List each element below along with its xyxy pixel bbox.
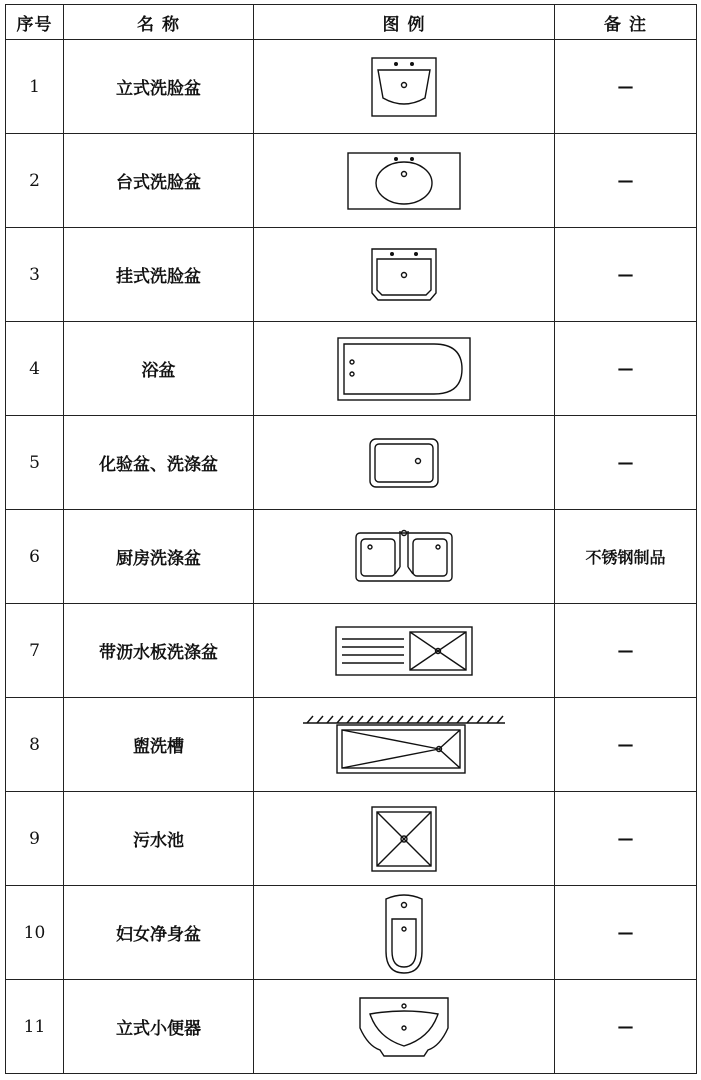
row-note: — bbox=[555, 698, 697, 792]
table-row bbox=[6, 980, 697, 1074]
row-figure bbox=[254, 510, 555, 604]
table-row bbox=[6, 40, 697, 134]
row-name: 挂式洗脸盆 bbox=[64, 228, 254, 322]
row-figure bbox=[254, 40, 555, 134]
row-name: 妇女净身盆 bbox=[64, 886, 254, 980]
bathtub-icon bbox=[334, 334, 474, 404]
table-row bbox=[6, 510, 697, 604]
row-note: — bbox=[555, 792, 697, 886]
row-note: — bbox=[555, 980, 697, 1074]
table-row bbox=[6, 792, 697, 886]
row-name: 台式洗脸盆 bbox=[64, 134, 254, 228]
row-figure bbox=[254, 698, 555, 792]
pedestal-washbasin-icon bbox=[364, 52, 444, 122]
header-figure: 图 例 bbox=[254, 5, 555, 40]
row-name: 立式小便器 bbox=[64, 980, 254, 1074]
row-index: 6 bbox=[6, 510, 64, 604]
row-index: 4 bbox=[6, 322, 64, 416]
row-figure bbox=[254, 792, 555, 886]
row-note: — bbox=[555, 40, 697, 134]
counter-washbasin-icon bbox=[344, 149, 464, 213]
legend-sheet bbox=[5, 4, 696, 1076]
row-name: 盥洗槽 bbox=[64, 698, 254, 792]
row-name: 污水池 bbox=[64, 792, 254, 886]
header-name: 名 称 bbox=[64, 5, 254, 40]
header-index: 序号 bbox=[6, 5, 64, 40]
row-index: 10 bbox=[6, 886, 64, 980]
row-figure bbox=[254, 228, 555, 322]
row-index: 8 bbox=[6, 698, 64, 792]
mop-sink-icon bbox=[368, 803, 440, 875]
row-note: — bbox=[555, 228, 697, 322]
row-name: 浴盆 bbox=[64, 322, 254, 416]
table-row bbox=[6, 604, 697, 698]
row-index: 2 bbox=[6, 134, 64, 228]
row-name: 化验盆、洗涤盆 bbox=[64, 416, 254, 510]
sanitary-fixture-legend-table bbox=[5, 4, 697, 1074]
wash-trough-icon bbox=[301, 713, 507, 777]
wall-hung-washbasin-icon bbox=[364, 245, 444, 305]
standing-urinal-icon bbox=[356, 994, 452, 1060]
row-index: 7 bbox=[6, 604, 64, 698]
row-note: 不锈钢制品 bbox=[555, 510, 697, 604]
row-index: 9 bbox=[6, 792, 64, 886]
row-note: — bbox=[555, 604, 697, 698]
row-figure bbox=[254, 980, 555, 1074]
table-row bbox=[6, 322, 697, 416]
header-row bbox=[6, 5, 697, 40]
row-figure bbox=[254, 134, 555, 228]
row-note: — bbox=[555, 416, 697, 510]
row-index: 1 bbox=[6, 40, 64, 134]
kitchen-sink-icon bbox=[352, 527, 456, 587]
bidet-icon bbox=[374, 889, 434, 977]
row-name: 立式洗脸盆 bbox=[64, 40, 254, 134]
row-figure bbox=[254, 886, 555, 980]
row-index: 3 bbox=[6, 228, 64, 322]
row-note: — bbox=[555, 322, 697, 416]
table-row bbox=[6, 228, 697, 322]
row-index: 11 bbox=[6, 980, 64, 1074]
row-name: 厨房洗涤盆 bbox=[64, 510, 254, 604]
row-note: — bbox=[555, 886, 697, 980]
row-figure bbox=[254, 416, 555, 510]
table-row bbox=[6, 698, 697, 792]
header-note: 备 注 bbox=[555, 5, 697, 40]
table-row bbox=[6, 134, 697, 228]
row-name: 带沥水板洗涤盆 bbox=[64, 604, 254, 698]
table-row bbox=[6, 416, 697, 510]
row-note: — bbox=[555, 134, 697, 228]
sink-with-drainboard-icon bbox=[332, 623, 476, 679]
row-figure bbox=[254, 604, 555, 698]
row-index: 5 bbox=[6, 416, 64, 510]
lab-sink-icon bbox=[366, 435, 442, 491]
row-figure bbox=[254, 322, 555, 416]
table-row bbox=[6, 886, 697, 980]
